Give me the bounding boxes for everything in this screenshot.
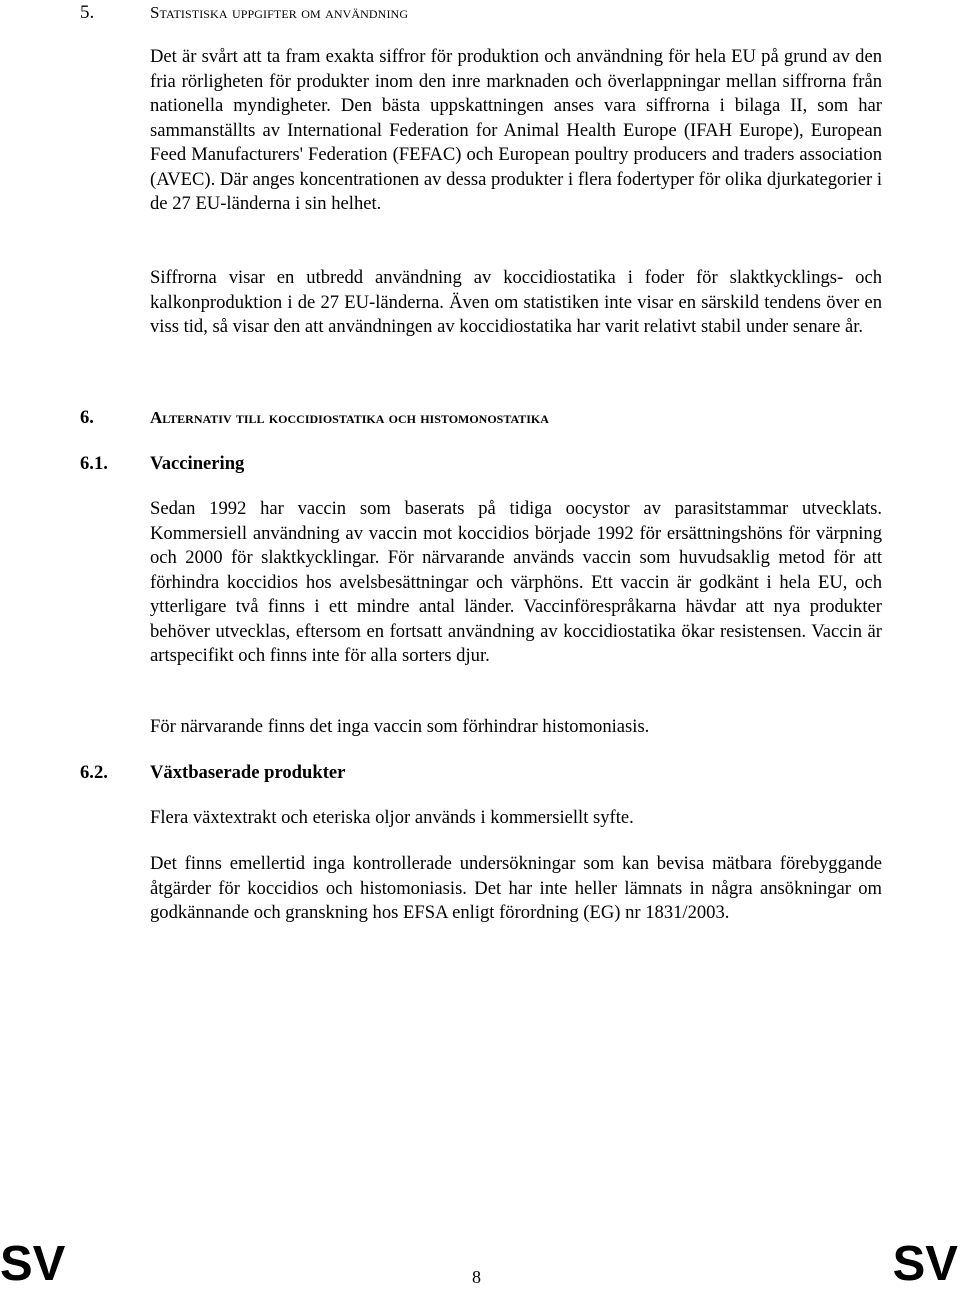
section-5-paragraph-2: Siffrorna visar en utbredd användning av koccidiostatika i foder för slaktkycklings- och kalkonproduktion i de 27 EU-länderna. Även om statistiken inte visar en särskild tendens över en viss tid, så visar den att användningen av koccidiostatika har varit relativt stabil under senare år.	[150, 267, 882, 337]
footer-language-right: SV	[892, 1237, 958, 1291]
section-6-2-paragraph-2: Det finns emellertid inga kontrollerade undersökningar som kan bevisa mätbara förebyggande åtgärder för koccidios och histomoniasis. Det har inte heller lämnats in några ansökningar om godkännande och granskning hos EFSA enligt förordning (EG) nr 1831/2003.	[150, 853, 882, 923]
section-6-2-number: 6.2.	[80, 762, 108, 783]
section-6-number: 6.	[80, 407, 94, 428]
section-6-title: Alternativ till koccidiostatika och histomonostatika	[150, 408, 549, 427]
section-6-1-paragraph-2: För närvarande finns det inga vaccin som förhindrar histomoniasis.	[150, 716, 650, 737]
section-5-title: Statistiska uppgifter om användning	[150, 3, 409, 22]
section-6-2-paragraph-1: Flera växtextrakt och eteriska oljor används i kommersiellt syfte.	[150, 807, 634, 828]
section-6-1-title: Vaccinering	[150, 453, 245, 474]
section-6-1-paragraph-1: Sedan 1992 har vaccin som baserats på tidiga oocystor av parasitstammar utvecklats. Kommersiell användning av vaccin mot koccidios började 1992 för ersättningshöns för värpning och 2000 för slaktkycklingar. För närvarande används vaccin som huvudsaklig metod för att förhindra koccidios hos avelsbesättningar och värphöns. Ett vaccin är godkänt i hela EU, och ytterligare två finns i ett mindre antal länder. Vaccinförespråkarna hävdar att nya produkter behöver utvecklas, eftersom en fortsatt användning av koccidiostatika ökar resistensen. Vaccin är artspecifikt och finns inte för alla sorters djur.	[150, 498, 882, 666]
section-6-2-title: Växtbaserade produkter	[150, 762, 346, 783]
section-5-number: 5.	[80, 2, 95, 23]
section-6-1-number: 6.1.	[80, 453, 108, 474]
page-number: 8	[472, 1267, 481, 1287]
section-5-paragraph-1: Det är svårt att ta fram exakta siffror för produktion och användning för hela EU på grund av den fria rörligheten för produkter inom den inre marknaden och överlappningar mellan siffrorna från nationella myndigheter. Den bästa uppskattningen anses vara siffrorna i bilaga II, som har sammanställts av International Federation for Animal Health Europe (IFAH Europe), European Feed Manufacturers' Federation (FEFAC) och European poultry producers and traders association (AVEC). Där anges koncentrationen av dessa produkter i flera fodertyper för olika djurkategorier i de 27 EU-länderna i sin helhet.	[150, 46, 882, 214]
footer-language-left: SV	[0, 1237, 66, 1291]
